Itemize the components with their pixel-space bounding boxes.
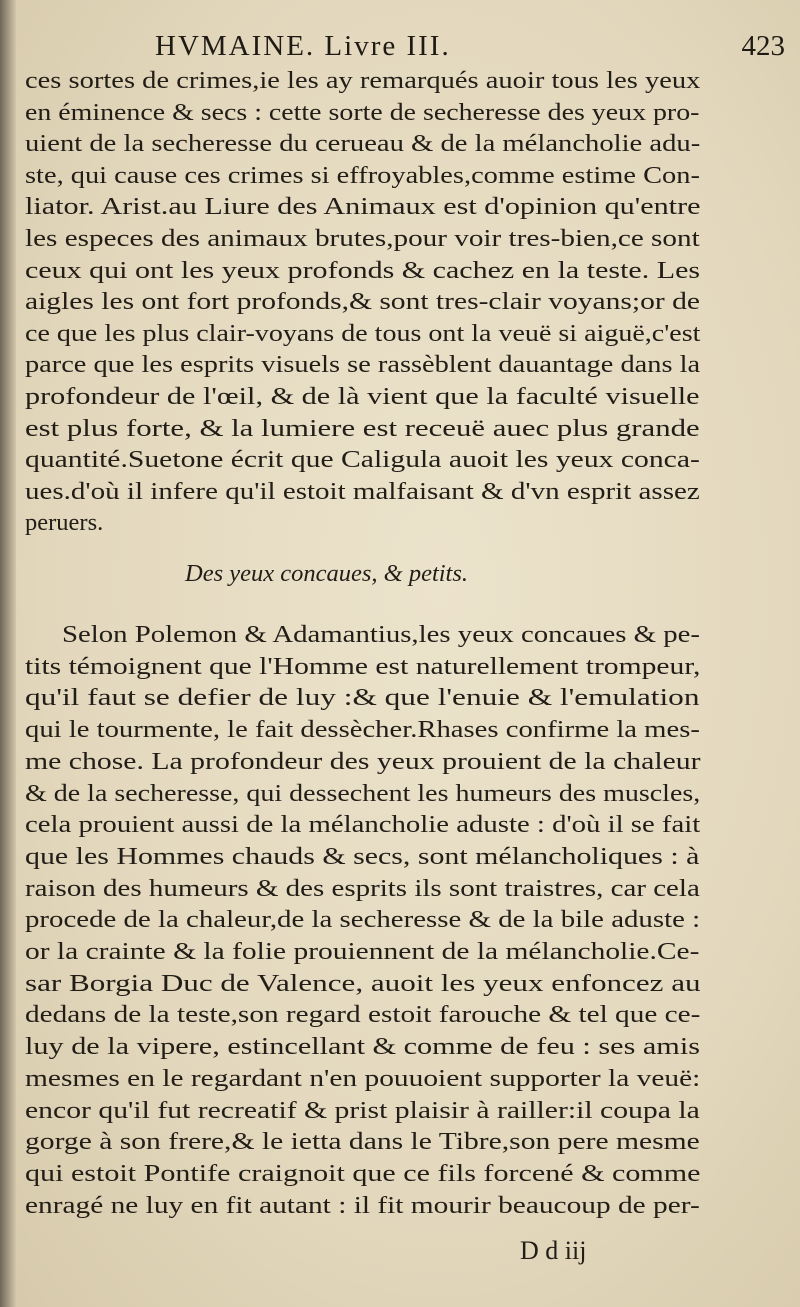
section-heading: Des yeux concaues, & petits. — [185, 560, 469, 587]
running-head-title: HVMAINE. Livre III. — [155, 30, 451, 62]
page-gutter-shadow — [0, 0, 16, 1307]
text-line: or la crainte & la folie prouiennent de la mélancholie.Ce- — [25, 938, 700, 965]
text-line: uient de la secheresse du cerueau & de la mélancholie adu- — [25, 130, 701, 158]
text-line: liator. Arist.au Liure des Animaux est d'opinion qu'entre — [25, 193, 701, 221]
text-line: gorge à son frere,& le ietta dans le Tibre,son pere mesme — [25, 1128, 700, 1156]
text-line: mesmes en le regardant n'en pouuoient supporter la veuë: — [25, 1064, 701, 1092]
text-line: que les Hommes chauds & secs, sont mélancholiques : à — [25, 842, 700, 870]
signature-mark: D d iij — [520, 1236, 587, 1265]
text-line: en éminence & secs : cette sorte de secheresse des yeux pro- — [25, 98, 700, 126]
text-line: procede de la chaleur,de la secheresse & de la bile aduste : — [25, 906, 701, 934]
running-head — [155, 30, 795, 70]
text-line: ceux qui ont les yeux profonds & cachez en la teste. Les — [25, 256, 701, 284]
text-line: sar Borgia Duc de Valence, auoit les yeux enfoncez au — [25, 969, 701, 997]
text-line: raison des humeurs & des esprits ils sont traistres, car cela — [25, 874, 700, 902]
text-line: peruers. — [25, 509, 104, 537]
text-line: encor qu'il fut recreatif & prist plaisir à railler:il coupa la — [25, 1096, 700, 1124]
text-line: ce que les plus clair-voyans de tous ont la veuë si aiguë,c'est — [25, 319, 701, 347]
text-line: enragé ne luy en fit autant : il fit mourir beaucoup de per- — [25, 1191, 700, 1219]
text-line: est plus forte, & la lumiere est receuë auec plus grande — [25, 414, 700, 442]
text-line: & de la secheresse, qui dessechent les humeurs des muscles, — [25, 779, 701, 807]
text-line: Selon Polemon & Adamantius,les yeux concaues & pe- — [62, 621, 700, 648]
text-line: parce que les esprits visuels se rassèblent dauantage dans la — [25, 351, 701, 379]
text-line: tits témoignent que l'Homme est naturellement trompeur, — [25, 652, 701, 680]
text-line: ues.d'où il infere qu'il estoit malfaisant & d'vn esprit assez — [25, 477, 700, 505]
text-line: qui estoit Pontife craignoit que ce fils forcené & comme — [25, 1159, 701, 1187]
text-line: me chose. La profondeur des yeux prouient de la chaleur — [25, 747, 701, 775]
text-line: aigles les ont fort profonds,& sont tres-clair voyans;or de — [25, 288, 700, 316]
text-line: les especes des animaux brutes,pour voir tres-bien,ce sont — [25, 225, 700, 252]
text-line: quantité.Suetone écrit que Caligula auoit les yeux conca- — [25, 446, 700, 474]
text-line: dedans de la teste,son regard estoit farouche & tel que ce- — [25, 1001, 701, 1029]
text-line: ste, qui cause ces crimes si effroyables,comme estime Con- — [25, 161, 700, 189]
text-line: profondeur de l'œil, & de là vient que la faculté visuelle — [25, 383, 700, 410]
text-line: luy de la vipere, estincellant & comme de feu : ses amis — [25, 1033, 700, 1061]
page-number: 423 — [741, 30, 785, 62]
text-line: qu'il faut se defier de luy :& que l'enuie & l'emulation — [25, 684, 700, 712]
text-line: ces sortes de crimes,ie les ay remarqués auoir tous les yeux — [25, 67, 701, 94]
text-line: qui le tourmente, le fait dessècher.Rhases confirme la mes- — [25, 716, 700, 744]
text-line: cela prouient aussi de la mélancholie aduste : d'où il se fait — [25, 811, 701, 839]
